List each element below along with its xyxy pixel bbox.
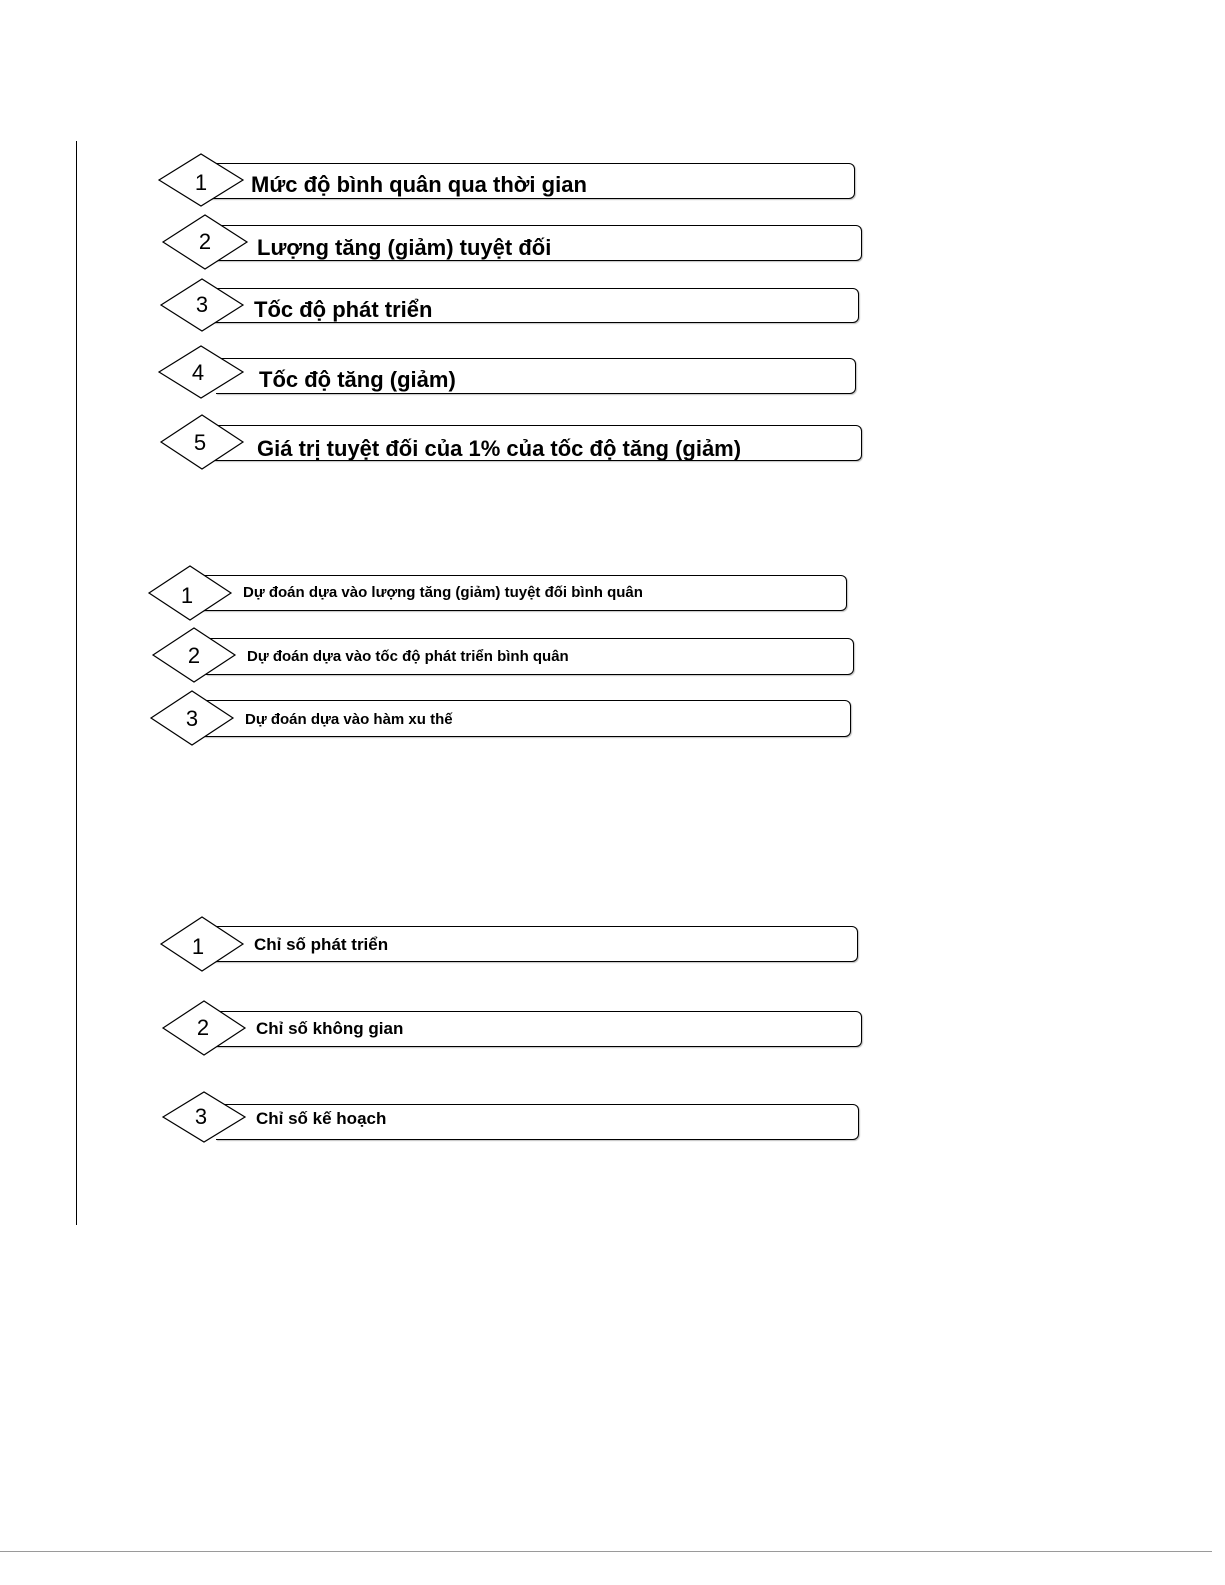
item-label: Tốc độ phát triển <box>254 297 433 322</box>
item-label: Chỉ số kế hoạch <box>256 1109 387 1128</box>
item-number: 5 <box>193 430 207 455</box>
item-label: Dự đoán dựa vào hàm xu thế <box>245 711 453 728</box>
footer-rule <box>0 1551 1212 1552</box>
item-number: 3 <box>185 706 199 731</box>
item-label: Tốc độ tăng (giảm) <box>259 367 456 392</box>
item-number: 4 <box>191 360 205 385</box>
item-label: Lượng tăng (giảm) tuyệt đối <box>257 235 552 260</box>
item-label: Dự đoán dựa vào tốc độ phát triển bình quân <box>247 648 569 665</box>
item-number: 2 <box>196 1015 210 1040</box>
item-label: Chỉ số phát triển <box>254 935 389 954</box>
item-label: Dự đoán dựa vào lượng tăng (giảm) tuyệt đối bình quân <box>243 584 643 601</box>
item-number: 1 <box>180 583 194 608</box>
left-margin-rule <box>76 141 77 1225</box>
item-label: Chỉ số không gian <box>256 1019 404 1038</box>
item-number: 1 <box>191 934 205 959</box>
item-label: Giá trị tuyệt đối của 1% của tốc độ tăng (giảm) <box>257 436 742 461</box>
item-label: Mức độ bình quân qua thời gian <box>251 172 587 197</box>
item-number: 2 <box>187 643 201 668</box>
item-number: 3 <box>194 1104 208 1129</box>
item-number: 2 <box>198 229 212 254</box>
item-number: 3 <box>195 292 209 317</box>
item-number: 1 <box>194 170 208 195</box>
